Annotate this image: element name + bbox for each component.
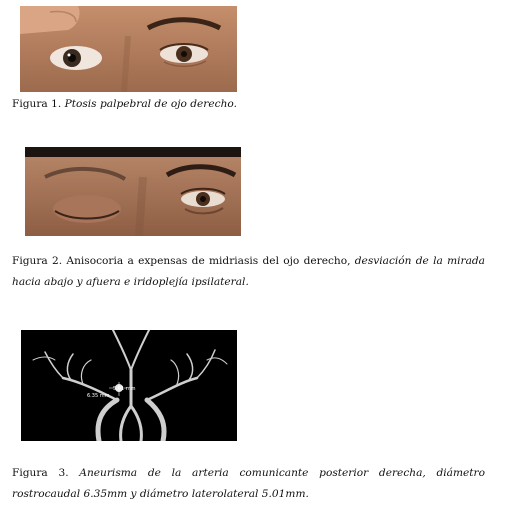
eye-photo-icon [25, 147, 241, 236]
figure-2-label: Figura 2. [12, 255, 63, 267]
figure-2-caption [12, 251, 485, 293]
figure-1-caption-text: Ptosis palpebral de ojo derecho. [64, 98, 237, 110]
figure-3-label: Figura 3. [12, 467, 69, 479]
figure-1-caption [12, 94, 492, 115]
angiography-image-icon [21, 330, 237, 441]
figure-1-image [20, 6, 237, 92]
figure-2-caption-italic: desviación de la mirada hacia abajo y afuera e iridoplejía ipsilateral. [12, 255, 485, 288]
figure-2-caption-plain: Anisocoria a expensas de midriasis del ojo derecho, [66, 255, 351, 267]
angio-label-lateral: 5.01 mm [113, 386, 136, 392]
figure-3-caption-text: Aneurisma de la arteria comunicante posterior derecha, diámetro rostrocaudal 6.35mm y diámetro laterolateral 5.01mm. [12, 467, 485, 500]
figure-3-caption [12, 463, 485, 505]
figure-3-image [21, 330, 237, 441]
figure-1-label: Figura 1. [12, 98, 62, 110]
figure-2-image [25, 147, 241, 236]
eye-photo-icon [20, 6, 237, 92]
angio-label-rostrocaudal: 6.35 mm [87, 393, 110, 399]
